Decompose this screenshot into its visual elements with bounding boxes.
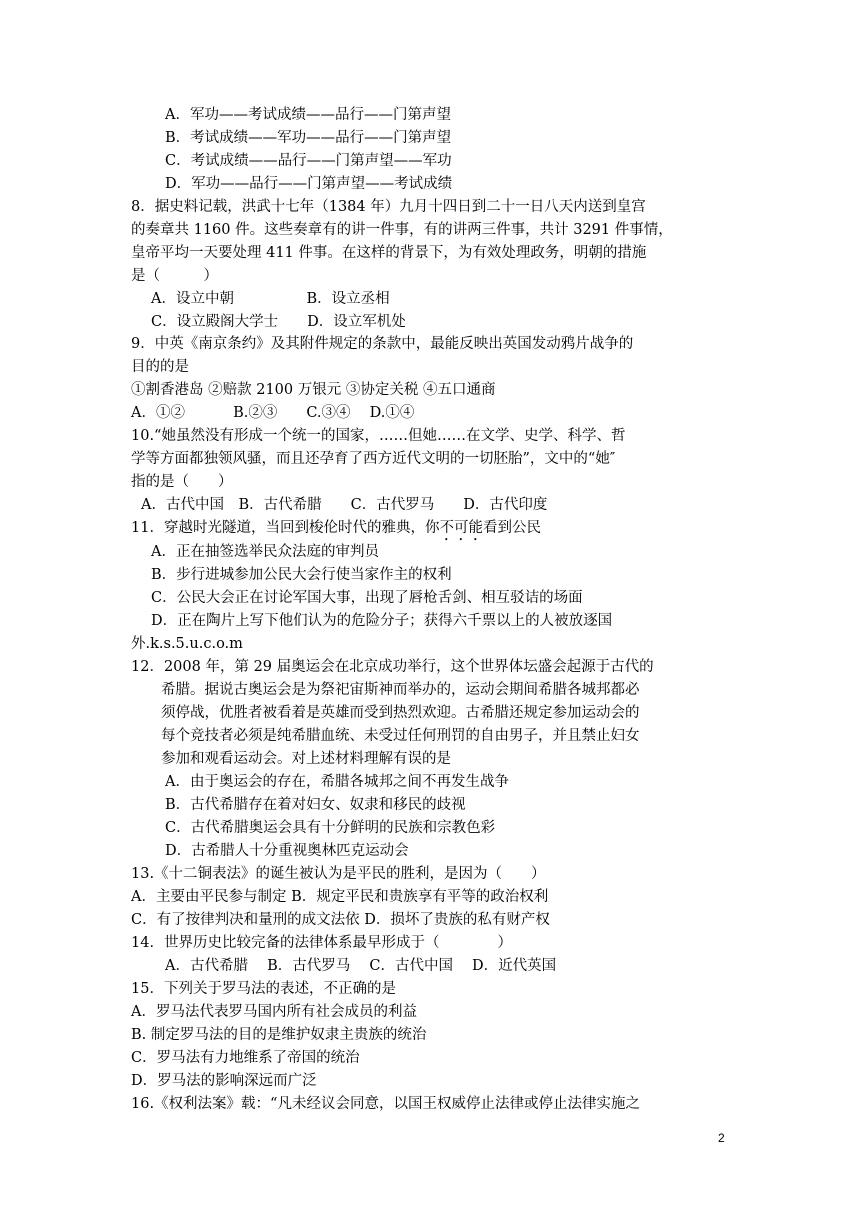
q12-stem-line5: 参加和观看运动会。对上述材料理解有误的是 [161, 751, 451, 767]
q9-options: A．①② B.②③ C.③④ D.①④ [131, 405, 415, 421]
q10-stem-line3: 指的是（ ） [131, 474, 233, 490]
q8-options-ab: A．设立中朝 B．设立丞相 [151, 291, 390, 307]
q12-option-a: A．由于奥运会的存在，希腊各城邦之间不再发生战争 [165, 774, 509, 790]
q15-stem: 15．下列关于罗马法的表述，不正确的是 [131, 981, 396, 997]
q7-option-d: D．军功——品行——门第声望——考试成绩 [165, 176, 453, 192]
q12-stem-line4: 每个竞技者必须是纯希腊血统、未受过任何刑罚的自由男子，并且禁止妇女 [161, 728, 640, 744]
q11-option-a: A．正在抽签选举民众法庭的审判员 [151, 544, 379, 560]
q8-stem-line1: 8．据史料记载，洪武十七年（1384 年）九月十四日到二十一日八天内送到皇宫 [131, 199, 646, 215]
q10-options: A．古代中国 B．古代希腊 C．古代罗马 D．古代印度 [141, 497, 548, 513]
q9-items: ①割香港岛 ②赔款 2100 万银元 ③协定关税 ④五口通商 [131, 382, 496, 398]
q11-stem [131, 517, 541, 539]
q7-option-a: A．军功——考试成绩——品行——门第声望 [165, 107, 451, 123]
q12-option-d: D．古希腊人十分重视奥林匹克运动会 [165, 843, 409, 859]
q7-option-b: B．考试成绩——军功——品行——门第声望 [165, 130, 452, 146]
page-number: 2 [718, 1131, 725, 1145]
q8-stem-line4: 是（ ） [131, 268, 218, 284]
q11-option-d-continued: 外.k.s.5.u.c.o.m [131, 636, 243, 652]
q14-options: A．古代希腊 B．古代罗马 C．古代中国 D．近代英国 [165, 958, 557, 974]
q12-option-c: C．古代希腊奥运会具有十分鲜明的民族和宗教色彩 [165, 820, 496, 836]
q8-stem-line2: 的奏章共 1160 件。这些奏章有的讲一件事，有的讲两三件事，共计 3291 件事情， [131, 222, 673, 238]
q12-option-b: B．古代希腊存在着对妇女、奴隶和移民的歧视 [165, 797, 466, 813]
q16-stem-line1: 16.《权利法案》载：“凡未经议会同意，以国王权威停止法律或停止法律实施之 [131, 1096, 640, 1112]
q9-stem-line1: 9．中英《南京条约》及其附件规定的条款中，最能反映出英国发动鸦片战争的 [131, 336, 634, 352]
q11-option-d: D．正在陶片上写下他们认为的危险分子；获得六千票以上的人被放逐国 [151, 613, 613, 629]
q14-stem: 14．世界历史比较完备的法律体系最早形成于（ ） [131, 935, 512, 951]
q10-stem-line1: 10.“她虽然没有形成一个统一的国家，……但她……在文学、史学、科学、哲 [131, 428, 626, 444]
q8-options-cd: C．设立殿阁大学士 D．设立军机处 [151, 314, 406, 330]
q15-option-b: B. 制定罗马法的目的是维护奴隶主贵族的统治 [131, 1027, 427, 1043]
q11-stem-emphasis: 不可能 [439, 520, 483, 536]
q15-option-d: D．罗马法的影响深远而广泛 [131, 1073, 317, 1089]
q7-option-c: C．考试成绩——品行——门第声望——军功 [165, 153, 452, 169]
q13-options-cd: C．有了按律判决和量刑的成文法依 D．损坏了贵族的私有财产权 [131, 912, 550, 928]
q13-options-ab: A．主要由平民参与制定 B．规定平民和贵族享有平等的政治权利 [131, 889, 549, 905]
q11-option-b: B．步行进城参加公民大会行使当家作主的权利 [151, 567, 452, 583]
q13-stem: 13.《十二铜表法》的诞生被认为是平民的胜利，是因为（ ） [131, 866, 546, 882]
q12-stem-line2: 希腊。据说古奥运会是为祭祀宙斯神而举办的，运动会期间希腊各城邦都必 [161, 682, 640, 698]
q11-stem-post: 看到公民 [482, 520, 541, 536]
q12-stem-line3: 须停战，优胜者被看着是英雄而受到热烈欢迎。古希腊还规定参加运动会的 [161, 705, 640, 721]
q12-stem-line1: 12．2008 年，第 29 届奥运会在北京成功举行，这个世界体坛盛会起源于古代的 [131, 659, 654, 675]
q8-stem-line3: 皇帝平均一天要处理 411 件事。在这样的背景下，为有效处理政务，明朝的措施 [131, 245, 647, 261]
q15-option-c: C．罗马法有力地维系了帝国的统治 [131, 1050, 360, 1066]
q11-option-c: C．公民大会正在讨论军国大事，出现了唇枪舌剑、相互驳诘的场面 [151, 590, 583, 606]
q15-option-a: A．罗马法代表罗马国内所有社会成员的利益 [131, 1004, 417, 1020]
q9-stem-line2: 目的的是 [131, 359, 189, 375]
q10-stem-line2: 学等方面都独领风骚，而且还孕育了西方近代文明的一切胚胎”，文中的“她″ [131, 451, 616, 467]
q11-stem-pre: 11．穿越时光隧道，当回到梭伦时代的雅典，你 [131, 520, 440, 536]
